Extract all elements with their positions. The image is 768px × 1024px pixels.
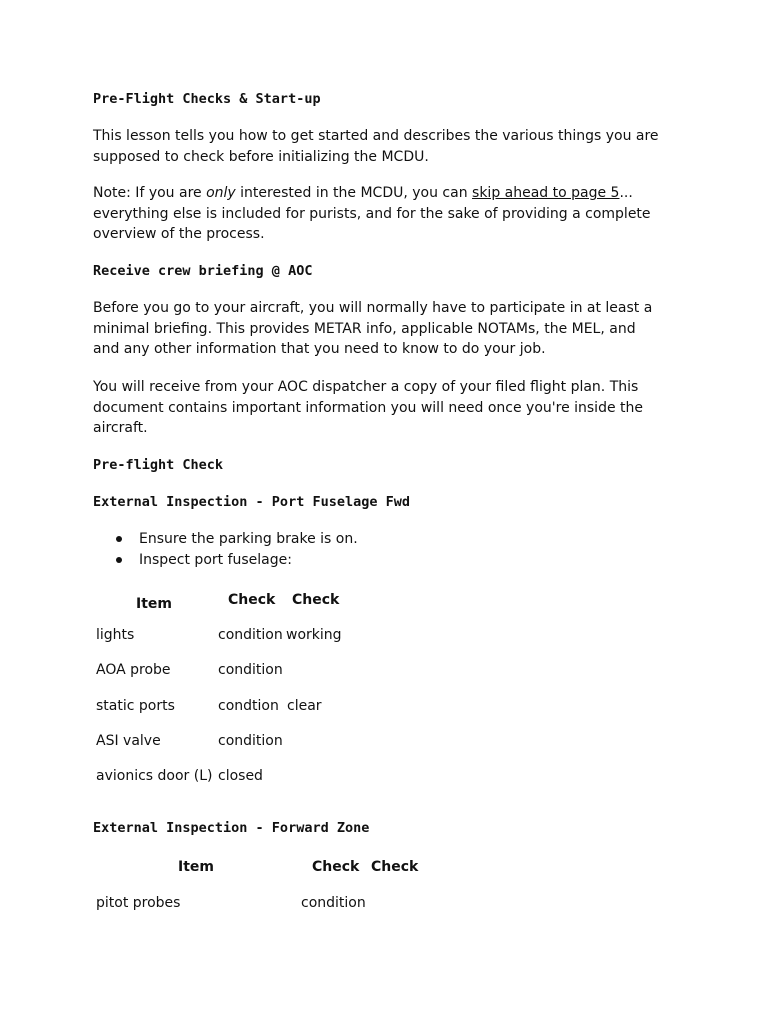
forward-zone-heading: External Inspection - Forward Zone [93, 820, 370, 836]
note-emphasis: only [206, 185, 236, 201]
table2-cell-check: condition [301, 895, 366, 911]
table1-cell-item: ASI valve [96, 733, 161, 749]
dispatch-paragraph [93, 377, 643, 439]
table1-cell-check2: clear [287, 698, 322, 714]
note-paragraph [93, 183, 651, 245]
dispatch-line: You will receive from your AOC dispatcher a copy of your filed flight plan. This [93, 379, 639, 395]
table1-header-check: Check [228, 592, 276, 608]
table1-cell-item: lights [96, 627, 135, 643]
intro-line: supposed to check before initializing the MCDU. [93, 148, 429, 165]
table2-cell-item: pitot probes [96, 895, 181, 911]
note-text: interested in the MCDU, you can [235, 185, 473, 201]
note-line [93, 183, 651, 204]
note-label: Note: [93, 185, 131, 201]
intro-paragraph [93, 126, 659, 167]
briefing-line: minimal briefing. This provides METAR info, applicable NOTAMs, the MEL, and [93, 320, 636, 337]
table1-cell-check: condition [218, 662, 283, 678]
briefing-line: and any other information that you need to know to do your job. [93, 341, 546, 357]
bullet-dot [116, 536, 122, 542]
note-text: ... [619, 185, 633, 201]
table1-header-check: Check [292, 592, 340, 608]
table1-cell-item: static ports [96, 698, 175, 714]
table1-cell-check: condition [218, 627, 283, 643]
dispatch-line: document contains important information you will need once you're inside the [93, 399, 643, 416]
table2-header-check: Check [312, 859, 360, 875]
bullet-item: Ensure the parking brake is on. [139, 531, 358, 547]
table1-header-item: Item [136, 596, 172, 612]
table1-cell-check: condition [218, 733, 283, 749]
table2-header-check: Check [371, 859, 419, 875]
table1-cell-item: AOA probe [96, 662, 171, 678]
skip-ahead-link[interactable]: skip ahead to page 5 [472, 185, 620, 201]
table2-header-item: Item [178, 859, 214, 875]
table1-cell-item: avionics door (L) [96, 768, 213, 784]
bullet-item: Inspect port fuselage: [139, 552, 292, 568]
crew-briefing-heading: Receive crew briefing @ AOC [93, 263, 313, 279]
note-text: If you are [130, 185, 207, 201]
table1-cell-check2: working [286, 627, 342, 643]
bullet-dot [116, 557, 122, 563]
preflight-check-heading: Pre-flight Check [93, 457, 224, 473]
table1-cell-check: closed [218, 768, 263, 784]
briefing-line: Before you go to your aircraft, you will normally have to participate in at least a [93, 300, 653, 316]
briefing-paragraph [93, 298, 652, 360]
intro-line: This lesson tells you how to get started and describes the various things you are [93, 128, 659, 144]
note-line: overview of the process. [93, 226, 265, 242]
port-fuselage-heading: External Inspection - Port Fuselage Fwd [93, 494, 410, 510]
dispatch-line: aircraft. [93, 420, 148, 436]
table1-cell-check: condtion [218, 698, 279, 714]
page-title: Pre-Flight Checks & Start-up [93, 91, 321, 107]
note-line: everything else is included for purists, and for the sake of providing a complete [93, 205, 651, 222]
